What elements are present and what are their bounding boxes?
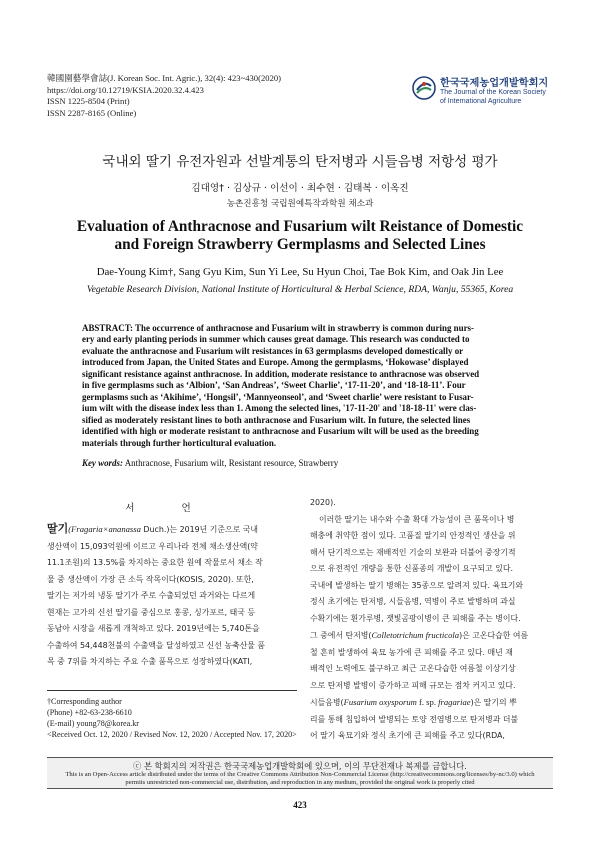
journal-info [47, 73, 281, 119]
body-line: 수확기에는 흰가루병, 잿빛곰팡이병이 큰 피해를 주는 병이다. [310, 613, 521, 623]
abstract-line: evaluate the anthracnose and Fusarium wilt resistances in 63 germplasms developed domestically or [82, 345, 464, 356]
society-name-english-line1: The Journal of the Korean Society [440, 89, 546, 96]
pathogen-name: Fusarium oxysporum [343, 697, 417, 707]
body-text: 시들음병( [310, 698, 344, 707]
body-line: 리를 통해 침입하여 발병되는 토양 전염병으로 탄저병과 더불 [310, 714, 519, 724]
english-authors: Dae-Young Kim†, Sang Gyu Kim, Sun Yi Lee, Su Hyun Choi, Tae Bok Kim, and Oak Jin Lee [96, 266, 504, 278]
phone-number: (Phone) +82-63-238-6610 [47, 708, 132, 717]
body-line: 목 중 7위를 차지하는 주요 수출 품목으로 성장하였다(KATI, [47, 657, 253, 666]
body-line: 으로 탄저병 발병이 증가하고 피해 규모는 점차 커지고 있다. [310, 680, 516, 690]
doi-link[interactable]: https://doi.org/10.12719/KSIA.2020.32.4.423 [47, 84, 204, 95]
footnote-divider [47, 690, 297, 691]
issn-print: ISSN 1225-8504 (Print) [47, 96, 130, 107]
body-line: 물 중 생산액이 가장 큰 소득 작목이다(KOSIS, 2020). 또한, [47, 574, 254, 584]
keywords-list: Anthracnose, Fusarium wilt, Resistant resource, Strawberry [124, 458, 339, 468]
english-title [0, 218, 600, 254]
abstract-line: ABSTRACT: The occurrence of anthracnose and Fusarium wilt in strawberry is common during nurs- [82, 323, 475, 333]
abstract-line: ium wilt with the disease index less than 1. Among the selected lines, '17-11-20' and '18-18-11' were clas- [82, 403, 477, 414]
body-line: 2020). [310, 498, 336, 507]
body-line: 국내에 발생하는 딸기 병해는 35종으로 알려져 있다. 육묘기와 [310, 580, 524, 590]
section-heading-introduction: 서 언 [125, 503, 213, 514]
body-text: 그 중에서 탄저병( [310, 631, 372, 640]
received-dates: <Received Oct. 12, 2020 / Revised Nov. 12, 2020 / Accepted Nov. 17, 2020> [47, 730, 297, 739]
korean-authors: 김대영† · 김상규 · 이선이 · 최수현 · 김태복 · 이옥진 [191, 183, 409, 194]
pathogen-name: Colletotrichum fructicola [371, 630, 460, 640]
body-line: 정식 초기에는 탄저병, 시들음병, 역병이 주로 발병하며 과실 [310, 597, 516, 606]
society-name-english [440, 89, 546, 106]
body-line-indent: 이러한 딸기는 내수와 수출 확대 가능성이 큰 품목이나 병 [319, 514, 515, 524]
body-line: 배적인 노력에도 불구하고 최근 고온다습한 여름철 이상기상 [310, 664, 516, 673]
abstract-line: sified as moderately resistant lines to both anthracnose and Fusarium wilt. In future, the selected lines [82, 414, 471, 425]
english-title-line2: and Foreign Strawberry Germplasms and Selected Lines [114, 236, 486, 253]
keywords [82, 458, 338, 468]
lead-word: 딸기 [47, 522, 69, 535]
abstract-line: ery and early planting periods in summer which causes great damage. This research was conducted to [82, 334, 470, 345]
abstract-line: identified with high or moderate resistant to anthracnose and Fusarium wilt will be used as the breeding [82, 426, 479, 437]
abstract-line: materials through further horticultural evaluation. [82, 437, 277, 448]
body-line: 11.1조원)의 13.5%를 차지하는 중요한 원예 작물로서 채소 작 [47, 558, 263, 567]
issn-online: ISSN 2287-8165 (Online) [47, 107, 137, 118]
forma-specialis: fragariae [438, 697, 471, 707]
abstract-line: germplasms such as ‘Akihime’, ‘Hongsil’, ‘Mannyeonseol’, and ‘Sweet charlie’ were resistant to Fusar- [82, 391, 474, 402]
left-column-body [47, 521, 293, 671]
abstract [82, 323, 518, 449]
keywords-label: Key words: [82, 458, 123, 468]
body-line: 철 흔히 발생하여 육묘 농가에 큰 피해를 주고 있다. 매년 재 [310, 647, 513, 657]
body-line: 해서 단기적으로는 재배적인 기술의 보완과 더불어 중장기적 [310, 547, 516, 557]
abstract-line: significant resistance against anthracnose. In addition, moderate resistance to anthracnose was observed [82, 368, 480, 379]
journal-citation: 韓國園藝學會誌(J. Korean Soc. Int. Agric.), 32(4): 423~430(2020) [47, 73, 282, 83]
email-address[interactable]: (E-mail) young78@korea.kr [47, 719, 139, 728]
footnote [47, 696, 297, 740]
korean-affiliation: 농촌진흥청 국립원예특작과학원 채소과 [226, 199, 374, 209]
page-number: 423 [293, 800, 307, 810]
body-line-lead [47, 521, 293, 539]
body-line-anthracnose [310, 627, 556, 645]
body-line: 수출하여 54,448천불의 수출액을 달성하였고 신선 농축산물 품 [47, 640, 265, 650]
body-line: 생산액이 15,093억원에 이르고 우리나라 전체 채소생산액(약 [47, 541, 258, 551]
lead-rest: Duch.)는 2019년 기준으로 국내 [140, 525, 259, 534]
scientific-name: (Fragaria×ananassa [68, 524, 141, 534]
body-line-fusarium [310, 694, 556, 712]
body-line: 동남아 시장을 새롭게 개척하고 있다. 2019년에는 5,740톤을 [47, 624, 260, 633]
abstract-line: introduced from Japan, the United States and Europe. Among the germplasms, ‘Hokowase’ displayed [82, 357, 469, 368]
english-title-line1: Evaluation of Anthracnose and Fusarium wilt Reistance of Domestic [76, 218, 524, 235]
abstract-line: in five germplasms such as ‘Albion’, ‘San Andreas’, ‘Sweet Charlie’, ‘17-11-20’, and ‘18-18-11’. Four [82, 380, 466, 391]
right-column-body [310, 495, 556, 745]
society-logo [412, 74, 562, 116]
body-line: 으로 유전적인 개량을 통한 신품종의 개발이 요구되고 있다. [310, 564, 514, 573]
corresponding-author: †Corresponding author [47, 697, 122, 706]
body-line: 딸기는 저가의 냉동 딸기가 주로 수출되었던 과거와는 다르게 [47, 591, 256, 600]
society-name-korean: 한국국제농업개발학회지 [440, 78, 549, 89]
society-name-english-line2: of International Agriculture [440, 97, 522, 105]
body-text: )은 딸기의 뿌 [470, 698, 517, 707]
body-line: 현재는 고가의 신선 딸기를 중심으로 홍콩, 싱가포르, 태국 등 [47, 607, 256, 617]
korean-title: 국내외 딸기 유전자원과 선발계통의 탄저병과 시들음병 저항성 평가 [102, 154, 498, 170]
copyright-korean: ⓒ 본 학회지의 저작권은 한국국제농업개발학회에 있으며, 이의 무단전재나 복제를 금합니다. [133, 761, 467, 771]
license-line-1: This is an Open-Access article distributed under the terms of the Creative Commons Attribution Non-Commercial License (http://creativecommons.org/licenses/by-nc/3.0) which [65, 771, 535, 778]
body-text: f. sp. [416, 697, 439, 707]
body-line: 해충에 취약한 점이 있다. 고품질 딸기의 안정적인 생산을 위 [310, 531, 516, 540]
body-line: 어 딸기 육묘기와 정식 초기에 큰 피해를 주고 있다(RDA, [310, 731, 505, 740]
body-text: )은 고온다습한 여름 [459, 631, 529, 640]
copyright-box [47, 757, 553, 789]
license-line-2: permits unrestricted non-commercial use, distribution, and reproduction in any medium, provided the original work is properly cited [125, 779, 475, 786]
society-emblem-icon [412, 76, 436, 100]
english-affiliation: Vegetable Research Division, National Institute of Horticultural & Herbal Science, RDA, Wanju, 55365, Korea [86, 284, 514, 295]
